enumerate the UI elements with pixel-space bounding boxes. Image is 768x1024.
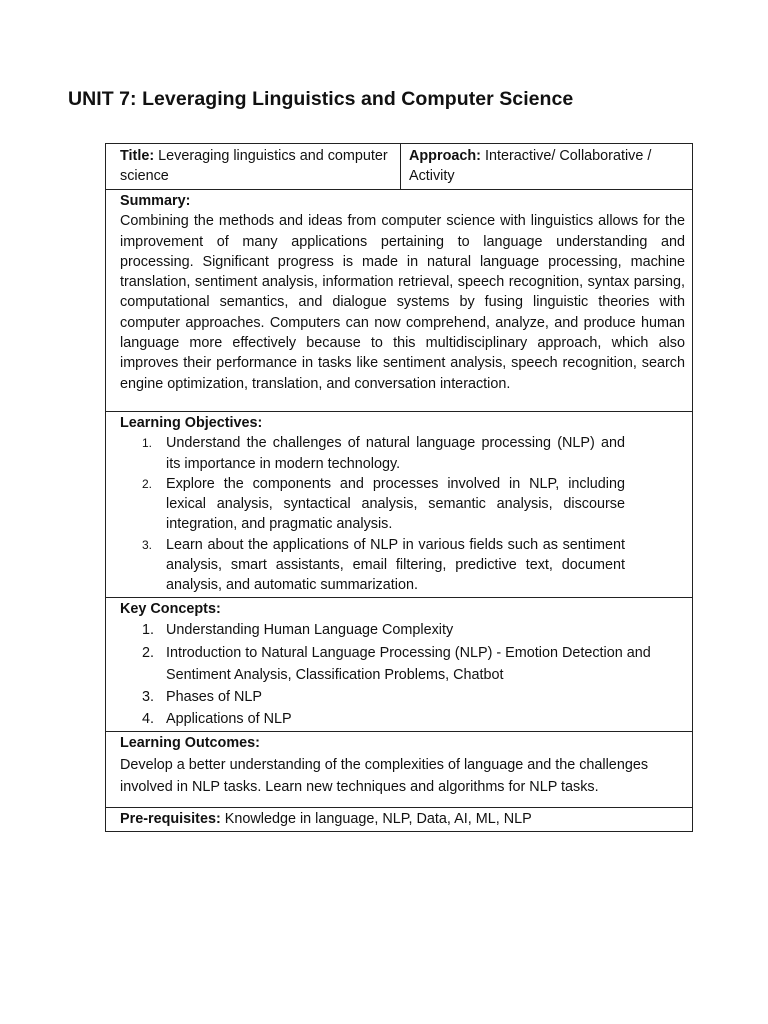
list-item-number: 2. <box>142 644 155 661</box>
list-item-text: Learn about the applications of NLP in various fields such as sentiment analysis, smart assistants, email filtering, predictive text, document analysis, and automatic summarization. <box>166 536 625 594</box>
list-item-text: Phases of NLP <box>166 688 262 705</box>
learning-objectives-section <box>106 411 692 597</box>
title-approach-row <box>106 144 692 189</box>
learning-objectives-label: Learning Objectives: <box>120 415 263 431</box>
list-item <box>142 474 625 535</box>
title-label: Title: <box>120 148 155 164</box>
list-item <box>142 535 625 596</box>
list-item-text: Understand the challenges of natural language processing (NLP) and its importance in modern technology. <box>166 435 625 472</box>
list-item-text: Introduction to Natural Language Processing (NLP) - Emotion Detection and Sentiment Analysis, Classification Problems, Chatbot <box>166 644 651 683</box>
summary-section <box>106 189 692 411</box>
key-concepts-section <box>106 597 692 731</box>
list-item-number: 1. <box>142 436 153 451</box>
list-item <box>142 708 685 730</box>
list-item-number: 3. <box>142 537 153 552</box>
title-value: Leveraging linguistics and computer science <box>120 148 388 185</box>
summary-text: Combining the methods and ideas from computer science with linguistics allows for the improvement of many applications pertaining to language understanding and processing. Significant progress is made in natural language processing, machine translation, sentiment analysis, information retrieval, speech recognition, syntax parsing, computational semantics, and dialogue systems by fusing linguistic theories with computer approaches. Computers can now comprehend, analyze, and produce human language more effectively because to this multidisciplinary approach, which also improves their performance in tasks like sentiment analysis, speech recognition, search engine optimization, translation, and conversation interaction. <box>120 213 685 392</box>
learning-outcomes-text: Develop a better understanding of the complexities of language and the challenges involved in NLP tasks. Learn new techniques and algorithms for NLP tasks. <box>120 757 649 796</box>
list-item <box>142 686 685 708</box>
list-item-number: 4. <box>142 711 155 728</box>
list-item-number: 3. <box>142 688 155 705</box>
prerequisites-label: Pre-requisites: <box>120 811 221 827</box>
learning-outcomes-label: Learning Outcomes: <box>120 735 260 751</box>
list-item <box>142 433 625 474</box>
learning-objectives-list <box>120 433 685 595</box>
prerequisites-text: Knowledge in language, NLP, Data, AI, ML, NLP <box>220 811 532 827</box>
list-item-text: Applications of NLP <box>166 711 292 728</box>
summary-label: Summary: <box>120 193 191 209</box>
unit-table <box>105 143 693 832</box>
list-item-number: 1. <box>142 622 155 639</box>
list-item-number: 2. <box>142 476 153 491</box>
title-cell <box>106 144 401 189</box>
list-item-text: Understanding Human Language Complexity <box>166 622 454 639</box>
approach-label: Approach: <box>409 148 481 164</box>
key-concepts-label: Key Concepts: <box>120 601 221 617</box>
list-item <box>142 642 685 686</box>
key-concepts-list <box>120 619 685 730</box>
approach-cell <box>401 144 692 189</box>
prerequisites-section <box>106 807 692 831</box>
approach-value: Interactive/ Collaborative / Activity <box>409 148 652 185</box>
list-item <box>142 619 685 641</box>
learning-outcomes-section <box>106 731 692 807</box>
list-item-text: Explore the components and processes involved in NLP, including lexical analysis, syntactical analysis, semantic analysis, discourse integration, and pragmatic analysis. <box>166 475 625 533</box>
unit-heading: UNIT 7: Leveraging Linguistics and Computer Science <box>68 88 574 110</box>
